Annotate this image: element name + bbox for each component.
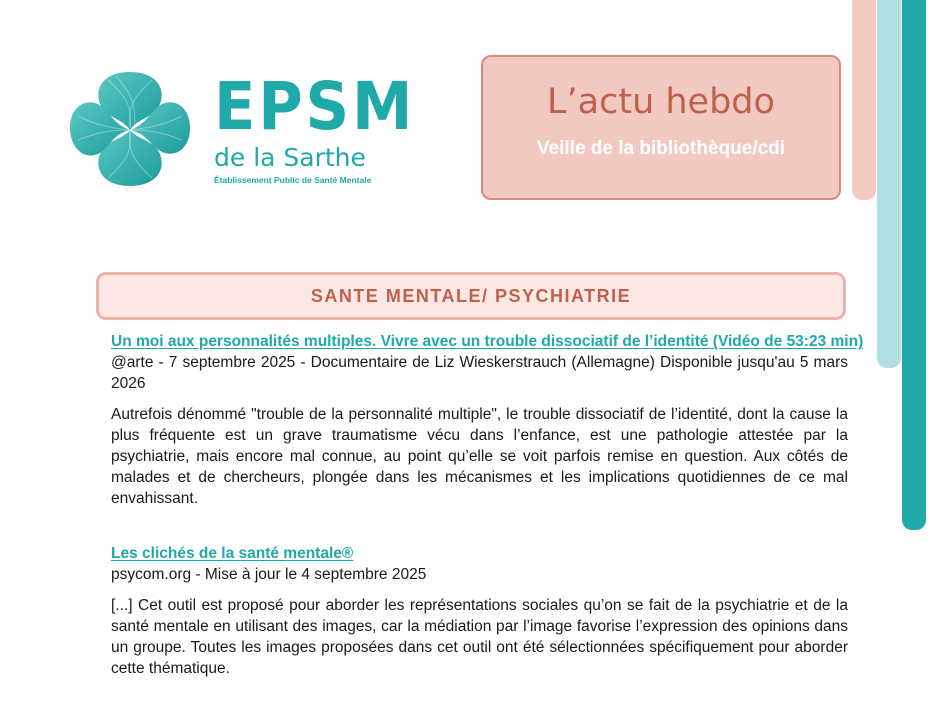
decorative-bar-light-teal bbox=[877, 0, 901, 368]
article-title-link[interactable]: Les clichés de la santé mentale® bbox=[111, 545, 354, 562]
article-item bbox=[111, 543, 848, 679]
epsm-logo-mark-icon bbox=[68, 68, 193, 190]
logo-tagline: Établissement Public de Santé Mentale bbox=[214, 175, 372, 185]
newsletter-header-box bbox=[481, 55, 841, 200]
section-title: SANTE MENTALE/ PSYCHIATRIE bbox=[310, 285, 632, 306]
article-summary: [...] Cet outil est proposé pour aborder les représentations sociales qu’on se fait de la psychiatrie et de la santé mentale en utilisant des images, car la médiation par l’image favorise l’expression des opinions dans un groupe. Toutes les images proposées dans cet outil ont été sélectionnées spécifiquement pour aborder cette thématique. bbox=[111, 597, 848, 677]
section-banner bbox=[96, 272, 846, 320]
newsletter-title: L’actu hebdo bbox=[547, 82, 775, 122]
article-item bbox=[111, 331, 864, 509]
newsletter-subtitle: Veille de la bibliothèque/cdi bbox=[536, 138, 786, 159]
article-source: @arte - 7 septembre 2025 - Documentaire de Liz Wieskerstrauch (Allemagne) Disponible jusqu'au 5 mars 2026 bbox=[111, 354, 848, 392]
logo-wordmark: EPSM bbox=[214, 68, 416, 145]
article-summary: Autrefois dénommé "trouble de la personnalité multiple", le trouble dissociatif de l’identité, dont la cause la plus fréquente est un grave traumatisme vécu dans l’enfance, est une pathologie attestée par la psychiatrie, mais encore mal connue, au point qu’elle se voit parfois remise en question. Aux côtés de malades et de chercheurs, plongée dans les mécanismes et les implications quotidiennes de ce mal envahissant. bbox=[111, 406, 848, 507]
decorative-bar-pink bbox=[852, 0, 876, 200]
logo-subtitle: de la Sarthe bbox=[214, 143, 366, 172]
decorative-bar-teal bbox=[902, 0, 926, 530]
article-source: psycom.org - Mise à jour le 4 septembre 2025 bbox=[111, 566, 427, 583]
epsm-logo bbox=[68, 68, 416, 188]
article-title-link[interactable]: Un moi aux personnalités multiples. Vivre avec un trouble dissociatif de l’identité (Vidéo de 53:23 min) bbox=[111, 333, 864, 350]
